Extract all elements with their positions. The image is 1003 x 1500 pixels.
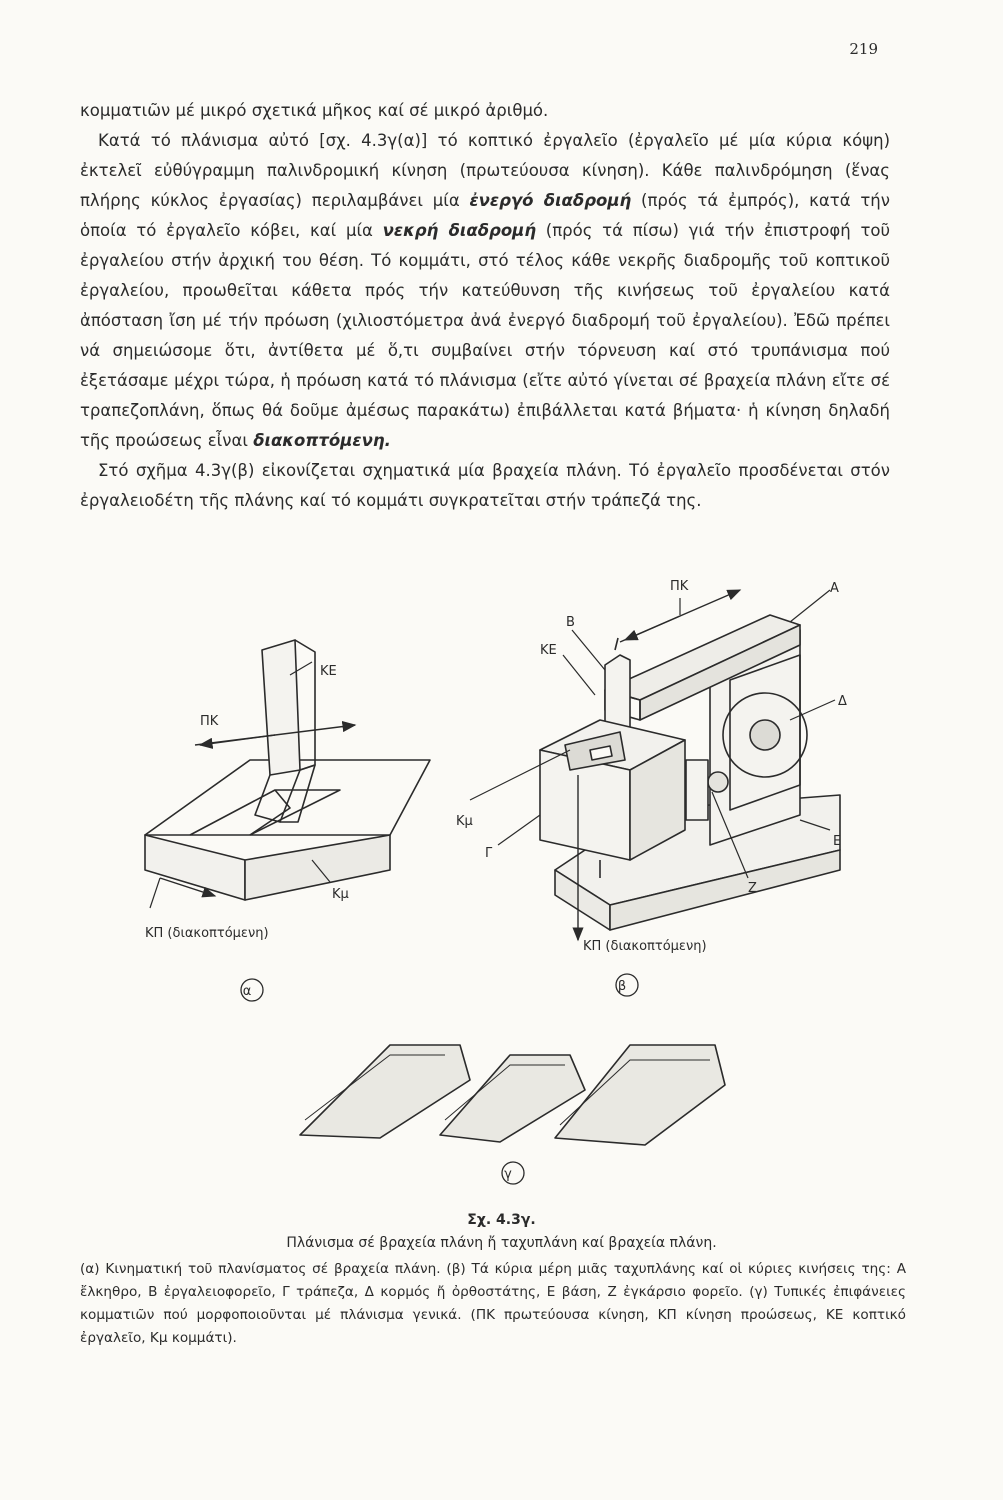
caption-title: Σχ. 4.3γ.: [467, 1212, 536, 1228]
marker-c: γ: [504, 1167, 512, 1182]
figure-a-drawing: [145, 640, 430, 900]
label-ke-a: ΚΕ: [320, 664, 337, 679]
term-active-stroke: ἐνεργό διαδρομή: [469, 191, 632, 210]
term-intermittent: διακοπτόμενη.: [253, 431, 391, 450]
label-a: Α: [830, 581, 839, 596]
label-g: Γ: [485, 846, 493, 861]
label-b: Β: [566, 615, 575, 630]
paragraph-3: Στό σχῆμα 4.3γ(β) εἰκονίζεται σχηματικά μία βραχεία πλάνη. Τό ἐργαλεῖο προσδένεται στόν ἐργαλειοδέτη τῆς πλάνης καί τό κομμάτι συγκρατεῖται στήν τράπεζά της.: [80, 461, 890, 510]
body-text: [80, 96, 890, 516]
label-d: Δ: [838, 694, 847, 709]
figure-4-3g: [100, 560, 920, 1200]
label-e: Ε: [833, 834, 842, 849]
label-km-b: Κμ: [456, 814, 473, 829]
label-km-a: Κμ: [332, 887, 349, 902]
term-dead-stroke: νεκρή διαδρομή: [382, 221, 537, 240]
marker-b: β: [617, 979, 627, 994]
paragraph-2-part-a: Κατά τό πλάνισμα αὐτό [σχ. 4.3γ(α)] τό κοπτικό ἐργαλεῖο (ἐργαλεῖο μέ μία κύρια κόψη) ἐκτελεῖ εὐθύγραμμη παλινδρομική κίνηση (πρωτεύουσα κίνηση). Κάθε παλινδρόμηση (ἕνας πλήρης κύκλος ἐργασίας) περιλαμβάνει μία: [80, 131, 890, 210]
marker-a: α: [242, 984, 252, 999]
label-kp-a: ΚΠ (διακοπτόμενη): [145, 926, 269, 941]
leader-kp-a: [150, 878, 160, 908]
leader-a: [790, 590, 830, 622]
paragraph-2-part-b: (πρός τά ἐμπρός), κατά τήν ὁποία τό ἐργαλεῖο κόβει, καί μία: [80, 191, 890, 240]
leader-g: [498, 815, 540, 845]
arrow-pk-b-back: [625, 616, 680, 640]
leader-ke-b: [563, 655, 595, 695]
leader-b: [572, 630, 605, 670]
figure-b-machine: [540, 615, 840, 930]
label-kp-b: ΚΠ (διακοπτόμενη): [583, 939, 707, 954]
page-number: 219: [849, 40, 878, 58]
caption-subtitle: Πλάνισμα σέ βραχεία πλάνη ἤ ταχυπλάνη καί βραχεία πλάνη.: [286, 1235, 717, 1251]
label-pk-b: ΠΚ: [670, 579, 689, 594]
label-pk-a: ΠΚ: [200, 714, 219, 729]
paragraph-2: [80, 126, 890, 456]
figure-c-surfaces: [300, 1045, 725, 1145]
arrow-pk-a-back: [200, 735, 275, 745]
label-z: Ζ: [748, 881, 757, 896]
caption-body: (α) Κινηματική τοῦ πλανίσματος σέ βραχεία πλάνη. (β) Τά κύρια μέρη μιᾶς ταχυπλάνης καί οἱ κύριες κινήσεις της: Α ἔλκηθρο, Β ἐργαλειοφορεῖο, Γ τράπεζα, Δ κορμός ἤ ὀρθοστάτης, Ε βάση, Ζ ἐγκάρσιο φορεῖο. (γ) Τυπικές ἐπιφάνειες κομματιῶν πού μορφοποιοῦνται μέ πλάνισμα γενικά. (ΠΚ πρωτεύουσα κίνηση, ΚΠ κίνηση προώσεως, ΚΕ κοπτικό ἐργαλεῖο, Κμ κομμάτι).: [80, 1261, 906, 1346]
paragraph-1: κομματιῶν μέ μικρό σχετικά μῆκος καί σέ μικρό ἀριθμό.: [80, 101, 549, 120]
label-ke-b: ΚΕ: [540, 643, 557, 658]
paragraph-2-part-c: (πρός τά πίσω) γιά τήν ἐπιστροφή τοῦ ἐργαλείου στήν ἀρχική του θέση. Τό κομμάτι, στό τέλος κάθε νεκρῆς διαδρομῆς τοῦ κοπτικοῦ ἐργαλείου, προωθεῖται κάθετα πρός τήν κατεύθυνση τῆς κινήσεως τοῦ ἐργαλείου κατά ἀπόσταση ἴση μέ τήν πρόωση (χιλιοστόμετρα ἀνά ἐνεργό διαδρομή τοῦ ἐργαλείου). Ἐδῶ πρέπει νά σημειώσομε ὅτι, ἀντίθετα μέ ὅ,τι συμβαίνει στήν τόρνευση καί στό τρυπάνισμα πού ἐξετάσαμε μέχρι τώρα, ἡ πρόωση κατά τό πλάνισμα (εἴτε αὐτό γίνεται σέ βραχεία πλάνη εἴτε σέ τραπεζοπλάνη, ὅπως θά δοῦμε ἀμέσως παρακάτω) ἐπιβάλλεται κατά βήματα· ἡ κίνηση δηλαδή τῆς προώσεως εἶναι: [80, 221, 891, 450]
